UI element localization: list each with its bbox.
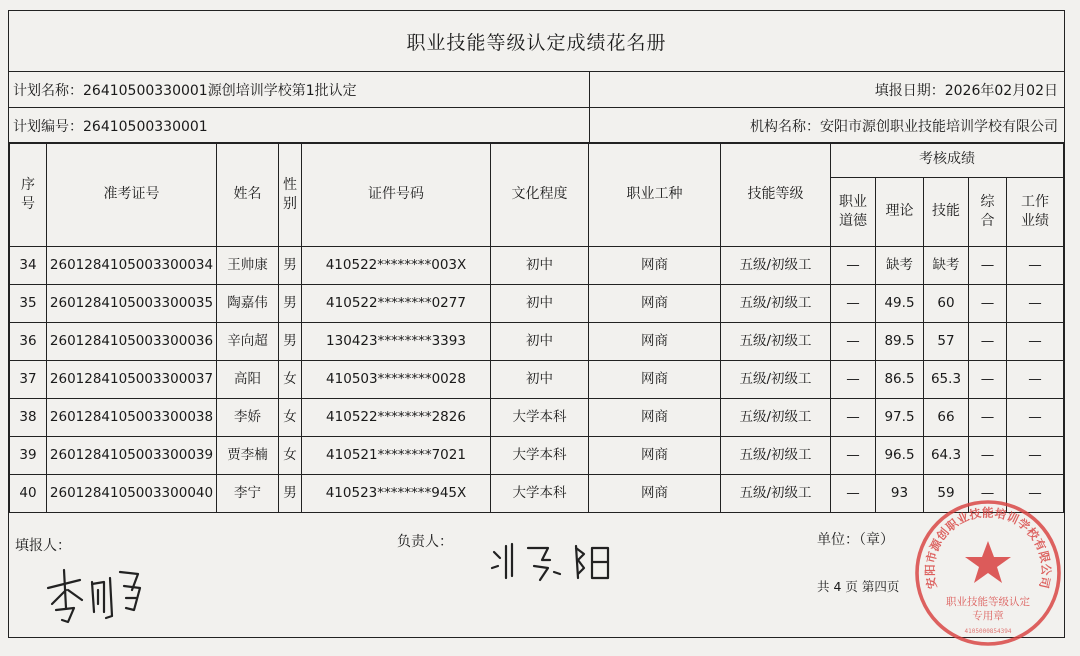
cell-gender: 女 — [279, 361, 302, 399]
cell-occupation: 网商 — [589, 285, 721, 323]
cell-education: 大学本科 — [491, 399, 589, 437]
report-date: 填报日期：2026年02月02日 — [874, 82, 1058, 99]
cell-theory: 49.5 — [876, 285, 924, 323]
cell-overall: — — [969, 247, 1007, 285]
cell-name: 李宁 — [217, 475, 279, 513]
cell-theory: 93 — [876, 475, 924, 513]
cell-performance: — — [1007, 323, 1064, 361]
cell-education: 初中 — [491, 285, 589, 323]
cell-level: 五级/初级工 — [721, 437, 831, 475]
cell-education: 初中 — [491, 323, 589, 361]
table-row — [10, 475, 1064, 513]
cell-performance: — — [1007, 437, 1064, 475]
cell-seq: 36 — [10, 323, 47, 361]
cell-level: 五级/初级工 — [721, 323, 831, 361]
cell-exam-no: 2601284105003300036 — [47, 323, 217, 361]
cell-level: 五级/初级工 — [721, 475, 831, 513]
unit-label: 单位：（章） — [817, 532, 894, 548]
cell-overall: — — [969, 323, 1007, 361]
cell-theory: 86.5 — [876, 361, 924, 399]
cell-overall: — — [969, 475, 1007, 513]
header-skill: 技能 — [924, 178, 969, 247]
cell-ethics: — — [831, 475, 876, 513]
cell-name: 陶嘉伟 — [217, 285, 279, 323]
table-row — [10, 285, 1064, 323]
plan-name: 计划名称：26410500330001源创培训学校第1批认定 — [13, 82, 357, 99]
info-divider — [589, 72, 590, 107]
cell-skill: 65.3 — [924, 361, 969, 399]
cell-level: 五级/初级工 — [721, 399, 831, 437]
cell-skill: 缺考 — [924, 247, 969, 285]
plan-number: 计划编号：26410500330001 — [13, 118, 208, 135]
plan-number-row — [9, 108, 1064, 144]
seal-number: 4105000854394 — [964, 628, 1012, 635]
cell-theory: 89.5 — [876, 323, 924, 361]
cell-gender: 女 — [279, 437, 302, 475]
seal-org-text: 安阳市源创职业技能培训学校有限公司 — [922, 505, 1054, 591]
cell-occupation: 网商 — [589, 437, 721, 475]
seal-type: 专用章 — [972, 610, 1004, 622]
cell-skill: 59 — [924, 475, 969, 513]
cell-gender: 男 — [279, 475, 302, 513]
cell-overall: — — [969, 285, 1007, 323]
cell-seq: 38 — [10, 399, 47, 437]
cell-exam-no: 2601284105003300039 — [47, 437, 217, 475]
table-row — [10, 437, 1064, 475]
cell-exam-no: 2601284105003300040 — [47, 475, 217, 513]
table-row — [10, 361, 1064, 399]
cell-ethics: — — [831, 247, 876, 285]
cell-id-no: 410522********0277 — [302, 285, 491, 323]
cell-theory: 97.5 — [876, 399, 924, 437]
cell-ethics: — — [831, 285, 876, 323]
header-scores: 考核成绩 — [831, 143, 1064, 178]
cell-id-no: 410522********003X — [302, 247, 491, 285]
cell-ethics: — — [831, 437, 876, 475]
cell-performance: — — [1007, 361, 1064, 399]
responsible-signature — [488, 538, 618, 588]
cell-seq: 34 — [10, 247, 47, 285]
table-row — [10, 399, 1064, 437]
cell-id-no: 410521********7021 — [302, 437, 491, 475]
cell-gender: 女 — [279, 399, 302, 437]
cell-id-no: 130423********3393 — [302, 323, 491, 361]
cell-occupation: 网商 — [589, 475, 721, 513]
cell-exam-no: 2601284105003300037 — [47, 361, 217, 399]
seal-star-icon — [965, 541, 1011, 583]
cell-theory: 96.5 — [876, 437, 924, 475]
cell-level: 五级/初级工 — [721, 285, 831, 323]
cell-ethics: — — [831, 399, 876, 437]
cell-occupation: 网商 — [589, 361, 721, 399]
header-id-no: 证件号码 — [302, 143, 491, 247]
header-performance: 工作业绩 — [1007, 178, 1064, 247]
header-occupation: 职业工种 — [589, 143, 721, 247]
cell-occupation: 网商 — [589, 247, 721, 285]
cell-education: 大学本科 — [491, 475, 589, 513]
cell-education: 初中 — [491, 361, 589, 399]
official-seal — [912, 497, 1064, 649]
header-overall: 综合 — [969, 178, 1007, 247]
cell-overall: — — [969, 437, 1007, 475]
filler-signature — [40, 560, 150, 630]
table-row — [10, 247, 1064, 285]
cell-occupation: 网商 — [589, 323, 721, 361]
cell-overall: — — [969, 399, 1007, 437]
header-education: 文化程度 — [491, 143, 589, 247]
cell-gender: 男 — [279, 285, 302, 323]
org-name: 机构名称：安阳市源创职业技能培训学校有限公司 — [750, 118, 1058, 135]
cell-name: 李娇 — [217, 399, 279, 437]
cell-performance: — — [1007, 247, 1064, 285]
cell-id-no: 410503********0028 — [302, 361, 491, 399]
cell-exam-no: 2601284105003300035 — [47, 285, 217, 323]
header-ethics: 职业道德 — [831, 178, 876, 247]
cell-ethics: — — [831, 361, 876, 399]
cell-ethics: — — [831, 323, 876, 361]
cell-exam-no: 2601284105003300038 — [47, 399, 217, 437]
score-table — [9, 142, 1064, 513]
info-divider — [589, 108, 590, 143]
header-gender: 性别 — [279, 143, 302, 247]
cell-theory: 缺考 — [876, 247, 924, 285]
document-title: 职业技能等级认定成绩花名册 — [9, 11, 1064, 72]
cell-performance: — — [1007, 399, 1064, 437]
cell-education: 初中 — [491, 247, 589, 285]
cell-gender: 男 — [279, 247, 302, 285]
seal-purpose: 职业技能等级认定 — [946, 596, 1030, 608]
cell-performance: — — [1007, 475, 1064, 513]
cell-name: 贾李楠 — [217, 437, 279, 475]
page-info: 共 4 页 第四页 — [817, 579, 900, 594]
cell-id-no: 410522********2826 — [302, 399, 491, 437]
header-skill-level: 技能等级 — [721, 143, 831, 247]
cell-seq: 39 — [10, 437, 47, 475]
cell-name: 辛向超 — [217, 323, 279, 361]
cell-name: 高阳 — [217, 361, 279, 399]
table-row — [10, 323, 1064, 361]
header-theory: 理论 — [876, 178, 924, 247]
plan-name-row — [9, 72, 1064, 108]
cell-seq: 37 — [10, 361, 47, 399]
cell-overall: — — [969, 361, 1007, 399]
cell-exam-no: 2601284105003300034 — [47, 247, 217, 285]
cell-seq: 35 — [10, 285, 47, 323]
header-seq: 序号 — [10, 143, 47, 247]
cell-performance: — — [1007, 285, 1064, 323]
cell-level: 五级/初级工 — [721, 247, 831, 285]
cell-skill: 64.3 — [924, 437, 969, 475]
cell-skill: 57 — [924, 323, 969, 361]
cell-level: 五级/初级工 — [721, 361, 831, 399]
responsible-label: 负责人： — [397, 534, 453, 550]
cell-education: 大学本科 — [491, 437, 589, 475]
cell-skill: 60 — [924, 285, 969, 323]
cell-name: 王帅康 — [217, 247, 279, 285]
cell-occupation: 网商 — [589, 399, 721, 437]
header-name: 姓名 — [217, 143, 279, 247]
header-exam-no: 准考证号 — [47, 143, 217, 247]
filler-label: 填报人： — [15, 538, 71, 554]
cell-gender: 男 — [279, 323, 302, 361]
cell-seq: 40 — [10, 475, 47, 513]
cell-id-no: 410523********945X — [302, 475, 491, 513]
cell-skill: 66 — [924, 399, 969, 437]
